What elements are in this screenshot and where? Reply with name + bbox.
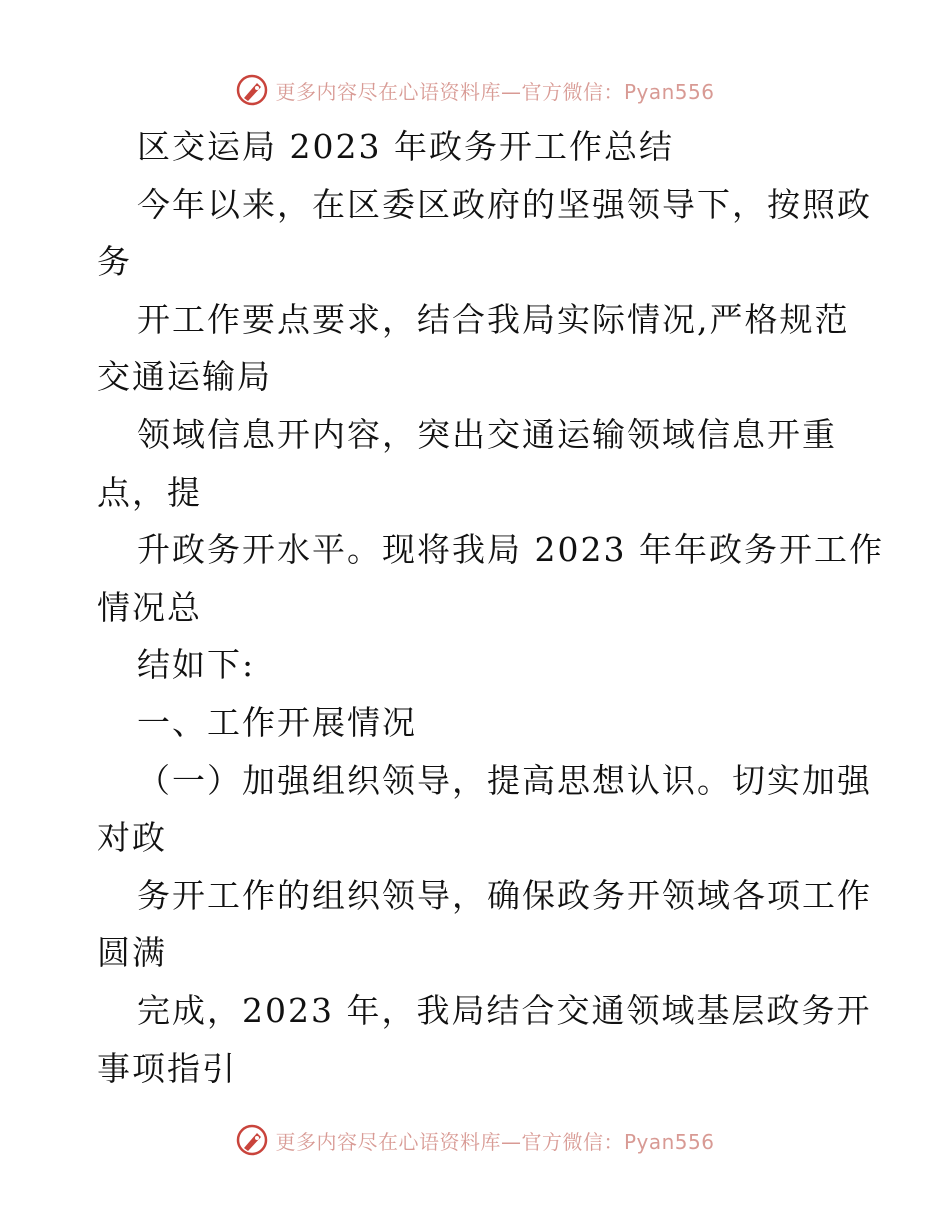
text-line: 情况总	[97, 587, 202, 627]
watermark-text: 更多内容尽在心语资料库—官方微信：Pyan556	[275, 1129, 715, 1154]
text-line: 务开工作的组织领导，确保政务开领域各项工作	[137, 875, 872, 915]
document-body	[97, 118, 884, 1097]
watermark-text: 更多内容尽在心语资料库—官方微信：Pyan556	[275, 79, 715, 104]
text-line: 完成，2023 年，我局结合交通领域基层政务开	[137, 990, 872, 1030]
text-line: 领域信息开内容，突出交通运输领域信息开重	[137, 414, 837, 454]
text-line: 事项指引	[97, 1048, 237, 1088]
text-line: 务	[97, 242, 132, 282]
text-line: （一）加强组织领导，提高思想认识。切实加强	[137, 760, 872, 800]
pen-nib-logo-icon	[235, 73, 269, 107]
text-line: 对政	[97, 818, 167, 858]
text-line: 开工作要点要求，结合我局实际情况,严格规范	[137, 299, 850, 339]
text-line: 结如下:	[137, 645, 256, 685]
text-line: 点，提	[97, 472, 202, 512]
text-line: 一、工作开展情况	[137, 702, 417, 742]
text-line: 升政务开水平。现将我局 2023 年年政务开工作	[137, 530, 884, 570]
text-line: 交通运输局	[97, 357, 272, 397]
text-line: 圆满	[97, 933, 167, 973]
text-line: 区交运局 2023 年政务开工作总结	[137, 127, 674, 166]
text-line: 今年以来，在区委区政府的坚强领导下，按照政	[137, 184, 872, 224]
watermark-header	[0, 70, 950, 110]
pen-nib-logo-icon	[235, 1123, 269, 1157]
watermark-footer	[0, 1120, 950, 1160]
